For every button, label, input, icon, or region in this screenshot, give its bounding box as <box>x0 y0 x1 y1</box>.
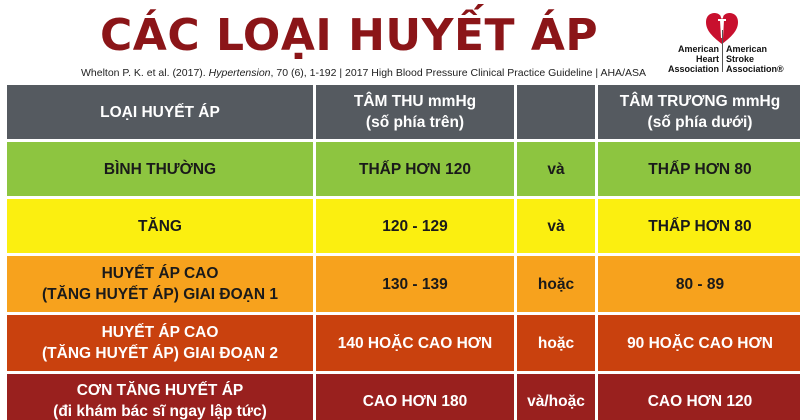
row-category <box>7 374 313 420</box>
citation <box>81 67 646 79</box>
header-diastolic-line-1: TÂM TRƯƠNG mmHg <box>619 93 781 110</box>
row-category-line-2: (TĂNG HUYẾT ÁP) GIAI ĐOẠN 1 <box>42 286 278 303</box>
row-conjunction: hoặc <box>517 256 595 312</box>
row-conjunction: và/hoặc <box>517 374 595 420</box>
asa-line-3-text: Association <box>726 64 778 74</box>
row-diastolic: 80 - 89 <box>598 256 800 312</box>
aha-wordmark <box>648 44 719 74</box>
row-category <box>7 142 313 196</box>
header-diastolic <box>598 85 800 139</box>
header-diastolic-line-2: (số phía dưới) <box>647 114 753 131</box>
header-systolic-line-1: TÂM THU mmHg <box>353 93 477 110</box>
row-category-line-1: HUYẾT ÁP CAO <box>101 324 219 341</box>
header-systolic <box>316 85 514 139</box>
row-conjunction: hoặc <box>517 315 595 371</box>
aha-asa-logo <box>648 10 798 75</box>
table-header-row <box>7 85 800 139</box>
asa-line-2: Stroke <box>726 54 755 64</box>
aha-line-2: Heart <box>695 54 719 64</box>
row-category <box>7 256 313 312</box>
row-category-line-2: (đi khám bác sĩ ngay lập tức) <box>53 403 267 420</box>
citation-journal: Hypertension <box>208 67 271 79</box>
row-category-line-2: (TĂNG HUYẾT ÁP) GIAI ĐOẠN 2 <box>42 345 278 362</box>
table-row-elevated <box>7 199 800 253</box>
header-systolic-line-2: (số phía trên) <box>365 114 465 131</box>
table-row-stage-1 <box>7 256 800 312</box>
row-category-line-1: TĂNG <box>138 217 182 235</box>
row-systolic: 140 HOẶC CAO HƠN <box>316 315 514 371</box>
row-systolic: CAO HƠN 180 <box>316 374 514 420</box>
row-category-line-1: BÌNH THƯỜNG <box>103 160 217 178</box>
table-row-crisis <box>7 374 800 420</box>
row-conjunction: và <box>517 142 595 196</box>
row-category-line-1: CƠN TĂNG HUYẾT ÁP <box>76 382 244 399</box>
row-diastolic: THẤP HƠN 80 <box>598 199 800 253</box>
citation-prefix: Whelton P. K. et al. (2017). <box>81 67 209 79</box>
blood-pressure-table <box>4 82 800 420</box>
header-conj <box>517 85 595 139</box>
row-systolic: 130 - 139 <box>316 256 514 312</box>
row-category-line-1: HUYẾT ÁP CAO <box>101 265 219 282</box>
row-category <box>7 315 313 371</box>
asa-wordmark <box>726 44 798 74</box>
registered-mark: ® <box>777 64 784 74</box>
row-category <box>7 199 313 253</box>
row-systolic: 120 - 129 <box>316 199 514 253</box>
citation-suffix: , 70 (6), 1-192 | 2017 High Blood Pressure Clinical Practice Guideline | AHA/ASA <box>270 67 646 79</box>
aha-line-3: Association <box>667 64 719 74</box>
row-systolic: THẤP HƠN 120 <box>316 142 514 196</box>
row-diastolic: 90 HOẶC CAO HƠN <box>598 315 800 371</box>
asa-line-1: American <box>726 44 768 54</box>
row-diastolic: CAO HƠN 120 <box>598 374 800 420</box>
header-category <box>7 85 313 139</box>
asa-line-3 <box>726 64 798 74</box>
header-category-label: LOẠI HUYẾT ÁP <box>100 103 220 121</box>
table-row-stage-2 <box>7 315 800 371</box>
row-conjunction: và <box>517 199 595 253</box>
row-diastolic: THẤP HƠN 80 <box>598 142 800 196</box>
table-row-normal <box>7 142 800 196</box>
aha-line-1: American <box>677 44 719 54</box>
page-title: CÁC LOẠI HUYẾT ÁP <box>100 10 599 61</box>
logo-divider <box>722 30 723 72</box>
